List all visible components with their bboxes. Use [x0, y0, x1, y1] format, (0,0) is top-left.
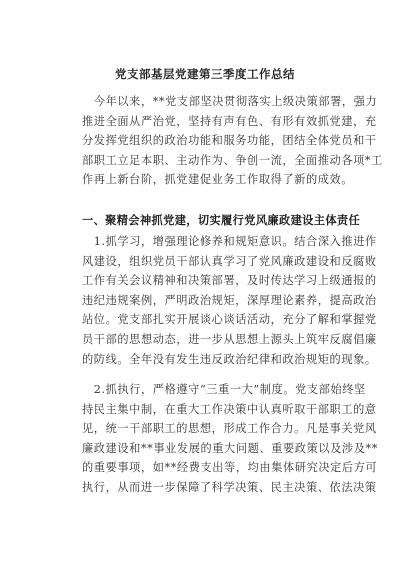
paragraph-line: 的防线。全年没有发生违反政治纪律和政治规矩的现象。	[82, 352, 377, 366]
section-heading: 一、聚精会神抓党建，切实履行党风廉政建设主体责任	[82, 213, 361, 227]
paragraph-line: 站位。党支部扎实开展谈心谈话活动，充分了解和掌握党	[82, 313, 377, 327]
paragraph-1	[82, 232, 377, 369]
paragraph-line: 廉政建设和**事业发展的重大问题、重要政策以及涉及**	[82, 441, 378, 455]
paragraph-line: 的重要事项，如**经费支出等，均由集体研究决定后方可	[82, 461, 378, 475]
paragraph-line: 风建设，组织党员干部认真学习了党风廉政建设和反腐败	[82, 254, 377, 268]
intro-paragraph	[82, 92, 383, 190]
paragraph-line: 员干部的思想动态，进一步从思想上源头上筑牢反腐倡廉	[82, 332, 377, 346]
paragraph-line: 作再上新台阶，抓党建促业务工作取得了新的成效。	[82, 173, 354, 187]
paragraph-line: 今年以来，**党支部坚决贯彻落实上级决策部署，强力	[82, 95, 378, 108]
document-title: 党支部基层党建第三季度工作总结	[115, 67, 295, 81]
paragraph-line: 见，统一干部职工的思想，形成工作合力。凡是事关党风	[82, 422, 377, 436]
paragraph-2	[82, 380, 378, 498]
paragraph-line: 分发挥党组织的政治功能和服务功能，团结全体党员和干	[82, 134, 377, 148]
paragraph-line: 推进全面从严治党，坚持有声有色、有形有效抓党建，充	[82, 114, 377, 128]
paragraph-line: 部职工立足本职、主动作为、争创一流，全面推动各项*工	[82, 153, 383, 167]
paragraph-line: 工作有关会议精神和决策部署，及时传达学习上级通报的	[82, 274, 377, 288]
paragraph-line: 违纪违规案例，严明政治规矩，深厚理论素养，提高政治	[82, 293, 377, 307]
paragraph-line: 2.抓执行，严格遵守“三重一大”制度。党支部始终坚	[82, 383, 366, 396]
paragraph-line: 执行，从而进一步保障了科学决策、民主决策、依法决策	[82, 480, 377, 494]
paragraph-line: 持民主集中制，在重大工作决策中认真听取干部职工的意	[82, 402, 377, 416]
paragraph-line: 1.抓学习，增强理论修养和规矩意识。结合深入推进作	[82, 235, 377, 248]
